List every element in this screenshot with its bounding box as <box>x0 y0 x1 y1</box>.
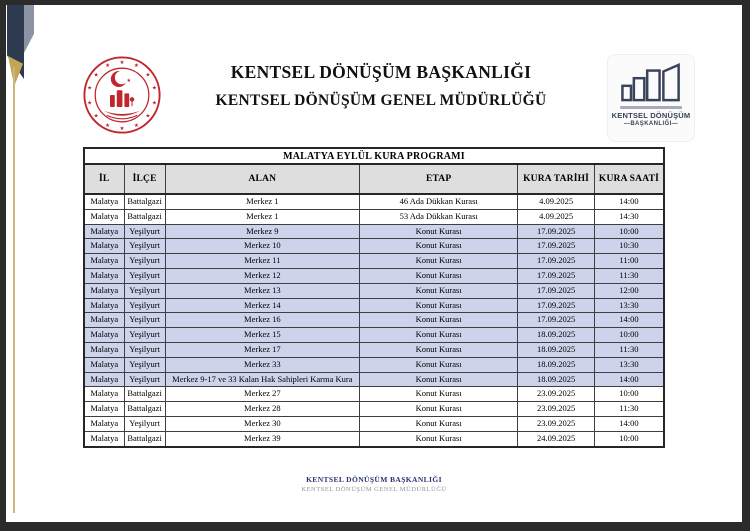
cell-saat: 11:00 <box>594 254 664 269</box>
cell-il: Malatya <box>84 209 124 224</box>
cell-il: Malatya <box>84 298 124 313</box>
cell-alan: Merkez 16 <box>165 313 359 328</box>
cell-tarih: 4.09.2025 <box>518 194 595 209</box>
document-page <box>6 5 742 522</box>
cell-il: Malatya <box>84 283 124 298</box>
left-gold-rule <box>13 67 15 513</box>
cell-ilce: Yeşilyurt <box>124 268 165 283</box>
cell-etap: Konut Kurası <box>360 328 518 343</box>
cell-saat: 10:00 <box>594 387 664 402</box>
document-header <box>171 62 591 110</box>
logo-fine-print-line <box>620 106 682 109</box>
cell-tarih: 17.09.2025 <box>518 224 595 239</box>
cell-ilce: Yeşilyurt <box>124 254 165 269</box>
table-row <box>84 402 664 417</box>
cell-ilce: Yeşilyurt <box>124 239 165 254</box>
document-footer <box>6 475 742 493</box>
cell-alan: Merkez 12 <box>165 268 359 283</box>
cell-tarih: 23.09.2025 <box>518 402 595 417</box>
svg-text:★: ★ <box>105 122 111 129</box>
svg-text:★: ★ <box>145 72 151 79</box>
corner-ribbon-gray <box>24 5 34 53</box>
cell-etap: Konut Kurası <box>360 239 518 254</box>
table-row <box>84 372 664 387</box>
cell-il: Malatya <box>84 268 124 283</box>
table-row <box>84 416 664 431</box>
cell-tarih: 17.09.2025 <box>518 268 595 283</box>
table-row <box>84 209 664 224</box>
svg-text:★: ★ <box>126 77 132 84</box>
cell-ilce: Yeşilyurt <box>124 342 165 357</box>
cell-saat: 10:00 <box>594 431 664 446</box>
cell-il: Malatya <box>84 372 124 387</box>
cell-saat: 13:30 <box>594 298 664 313</box>
cell-tarih: 18.09.2025 <box>518 342 595 357</box>
cell-saat: 14:00 <box>594 194 664 209</box>
cell-tarih: 18.09.2025 <box>518 372 595 387</box>
cell-etap: Konut Kurası <box>360 283 518 298</box>
column-header: ALAN <box>165 164 359 194</box>
org-title-line1: KENTSEL DÖNÜŞÜM BAŞKANLIĞI <box>230 62 532 82</box>
cell-alan: Merkez 14 <box>165 298 359 313</box>
cell-il: Malatya <box>84 402 124 417</box>
kura-program-table <box>83 147 665 448</box>
svg-text:★: ★ <box>133 122 139 129</box>
cell-alan: Merkez 9 <box>165 224 359 239</box>
cell-saat: 14:00 <box>594 372 664 387</box>
table-title: MALATYA EYLÜL KURA PROGRAMI <box>84 148 664 164</box>
cell-etap: Konut Kurası <box>360 298 518 313</box>
column-header: İL <box>84 164 124 194</box>
ministry-emblem-icon <box>82 55 162 135</box>
svg-text:★: ★ <box>87 85 93 92</box>
cell-etap: Konut Kurası <box>360 431 518 446</box>
buildings-logo-icon <box>611 60 691 104</box>
cell-saat: 11:30 <box>594 402 664 417</box>
table-row <box>84 387 664 402</box>
table-row <box>84 328 664 343</box>
cell-ilce: Yeşilyurt <box>124 224 165 239</box>
cell-alan: Merkez 9-17 ve 33 Kalan Hak Sahipleri Karma Kura <box>165 372 359 387</box>
cell-etap: Konut Kurası <box>360 268 518 283</box>
cell-tarih: 17.09.2025 <box>518 313 595 328</box>
cell-ilce: Yeşilyurt <box>124 372 165 387</box>
cell-il: Malatya <box>84 387 124 402</box>
emblem-swoosh <box>104 111 139 116</box>
emblem-crescent <box>111 71 132 87</box>
table-row <box>84 313 664 328</box>
cell-saat: 14:00 <box>594 416 664 431</box>
cell-il: Malatya <box>84 224 124 239</box>
cell-tarih: 23.09.2025 <box>518 416 595 431</box>
table-row <box>84 431 664 446</box>
svg-text:★: ★ <box>119 59 125 66</box>
svg-text:★: ★ <box>93 113 99 120</box>
cell-alan: Merkez 30 <box>165 416 359 431</box>
cell-saat: 13:30 <box>594 357 664 372</box>
cell-il: Malatya <box>84 254 124 269</box>
cell-alan: Merkez 11 <box>165 254 359 269</box>
cell-tarih: 23.09.2025 <box>518 387 595 402</box>
table-row <box>84 254 664 269</box>
cell-tarih: 17.09.2025 <box>518 239 595 254</box>
column-header: İLÇE <box>124 164 165 194</box>
cell-etap: Konut Kurası <box>360 224 518 239</box>
cell-alan: Merkez 28 <box>165 402 359 417</box>
cell-alan: Merkez 15 <box>165 328 359 343</box>
cell-saat: 10:00 <box>594 328 664 343</box>
cell-alan: Merkez 10 <box>165 239 359 254</box>
table-row <box>84 224 664 239</box>
svg-text:★: ★ <box>87 100 93 107</box>
cell-il: Malatya <box>84 239 124 254</box>
logo-text-line2: —BAŞKANLIĞI— <box>623 120 679 127</box>
cell-ilce: Battalgazi <box>124 431 165 446</box>
cell-ilce: Battalgazi <box>124 194 165 209</box>
cell-ilce: Battalgazi <box>124 209 165 224</box>
table-row <box>84 239 664 254</box>
footer-line1: KENTSEL DÖNÜŞÜM BAŞKANLIĞI <box>306 475 442 484</box>
cell-etap: Konut Kurası <box>360 402 518 417</box>
cell-alan: Merkez 1 <box>165 209 359 224</box>
cell-alan: Merkez 33 <box>165 357 359 372</box>
cell-etap: Konut Kurası <box>360 416 518 431</box>
org-title-line2: KENTSEL DÖNÜŞÜM GENEL MÜDÜRLÜĞÜ <box>215 92 547 109</box>
cell-alan: Merkez 13 <box>165 283 359 298</box>
kentsel-donusum-logo <box>607 54 695 142</box>
cell-etap: Konut Kurası <box>360 372 518 387</box>
table-row <box>84 342 664 357</box>
cell-alan: Merkez 27 <box>165 387 359 402</box>
column-header: ETAP <box>360 164 518 194</box>
cell-tarih: 18.09.2025 <box>518 357 595 372</box>
svg-text:★: ★ <box>105 63 111 70</box>
cell-il: Malatya <box>84 416 124 431</box>
cell-etap: Konut Kurası <box>360 313 518 328</box>
cell-etap: 46 Ada Dükkan Kurası <box>360 194 518 209</box>
cell-alan: Merkez 39 <box>165 431 359 446</box>
emblem-buildings <box>110 90 134 107</box>
cell-il: Malatya <box>84 357 124 372</box>
cell-saat: 10:00 <box>594 224 664 239</box>
cell-il: Malatya <box>84 342 124 357</box>
cell-ilce: Yeşilyurt <box>124 357 165 372</box>
cell-saat: 12:00 <box>594 283 664 298</box>
cell-tarih: 17.09.2025 <box>518 298 595 313</box>
cell-ilce: Battalgazi <box>124 402 165 417</box>
column-header: KURA TARİHİ <box>518 164 595 194</box>
svg-text:★: ★ <box>133 63 139 70</box>
cell-etap: Konut Kurası <box>360 387 518 402</box>
cell-etap: Konut Kurası <box>360 342 518 357</box>
table-title-row <box>84 148 664 164</box>
logo-text-line1: KENTSEL DÖNÜŞÜM <box>611 110 691 120</box>
table-header-row <box>84 164 664 194</box>
cell-tarih: 4.09.2025 <box>518 209 595 224</box>
cell-etap: 53 Ada Dükkan Kurası <box>360 209 518 224</box>
cell-alan: Merkez 1 <box>165 194 359 209</box>
table-row <box>84 283 664 298</box>
column-header: KURA SAATİ <box>594 164 664 194</box>
cell-tarih: 18.09.2025 <box>518 328 595 343</box>
cell-etap: Konut Kurası <box>360 254 518 269</box>
table-row <box>84 298 664 313</box>
cell-etap: Konut Kurası <box>360 357 518 372</box>
cell-il: Malatya <box>84 328 124 343</box>
cell-ilce: Battalgazi <box>124 387 165 402</box>
cell-ilce: Yeşilyurt <box>124 283 165 298</box>
table-row <box>84 357 664 372</box>
cell-saat: 11:30 <box>594 268 664 283</box>
cell-il: Malatya <box>84 431 124 446</box>
cell-tarih: 24.09.2025 <box>518 431 595 446</box>
cell-saat: 14:00 <box>594 313 664 328</box>
table-row <box>84 194 664 209</box>
cell-ilce: Yeşilyurt <box>124 328 165 343</box>
svg-text:★: ★ <box>145 113 151 120</box>
svg-text:★: ★ <box>151 85 157 92</box>
cell-ilce: Yeşilyurt <box>124 313 165 328</box>
cell-il: Malatya <box>84 194 124 209</box>
svg-text:★: ★ <box>119 126 125 133</box>
footer-line2: KENTSEL DÖNÜŞÜM GENEL MÜDÜRLÜĞÜ <box>301 486 447 493</box>
cell-il: Malatya <box>84 313 124 328</box>
svg-text:★: ★ <box>151 100 157 107</box>
cell-ilce: Yeşilyurt <box>124 416 165 431</box>
cell-saat: 10:30 <box>594 239 664 254</box>
cell-alan: Merkez 17 <box>165 342 359 357</box>
cell-tarih: 17.09.2025 <box>518 283 595 298</box>
cell-ilce: Yeşilyurt <box>124 298 165 313</box>
cell-tarih: 17.09.2025 <box>518 254 595 269</box>
cell-saat: 11:30 <box>594 342 664 357</box>
table-row <box>84 268 664 283</box>
svg-text:★: ★ <box>93 72 99 79</box>
cell-saat: 14:30 <box>594 209 664 224</box>
